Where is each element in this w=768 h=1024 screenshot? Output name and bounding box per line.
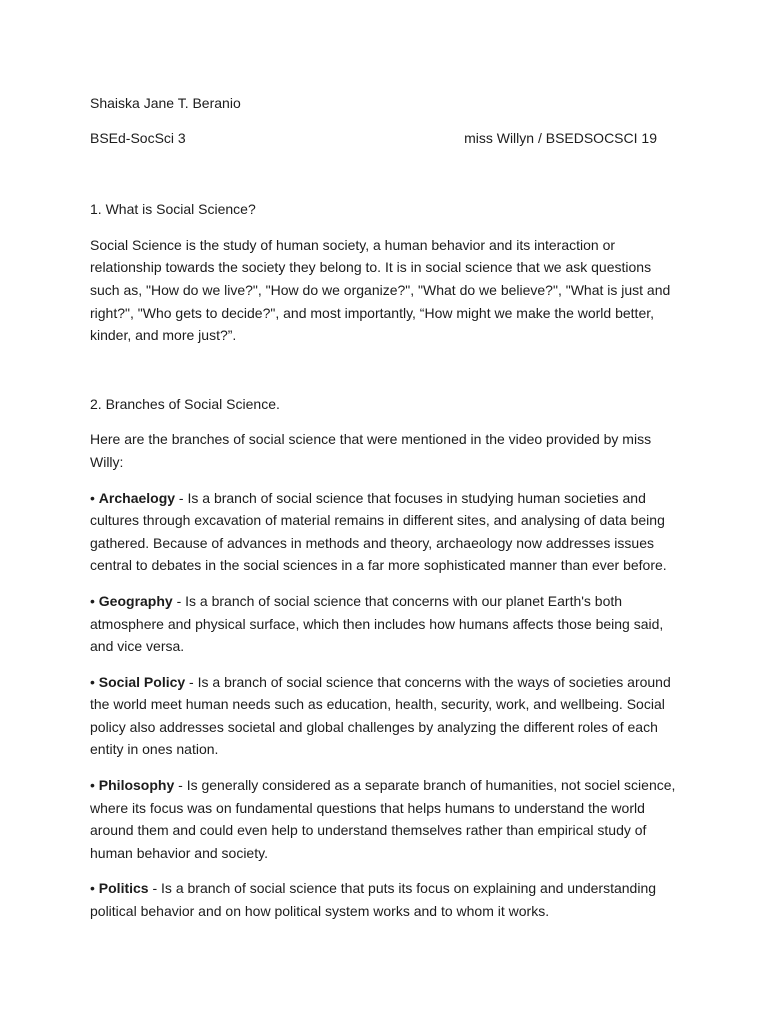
- branch-social-policy: [90, 671, 682, 761]
- branch-description: - Is generally considered as a separate branch of humanities, not sociel science, where its focus was on fundamental questions that helps humans to understand the world around them and could even help to understand themselves rather than empirical study of human behavior and society.: [90, 777, 676, 861]
- branch-archaeology: [90, 487, 682, 577]
- bullet: •: [90, 880, 95, 897]
- branch-description: - Is a branch of social science that puts its focus on explaining and understanding political behavior and on how political system works and to whom it works.: [90, 880, 657, 920]
- bullet: •: [90, 489, 95, 506]
- bullet: •: [90, 777, 95, 794]
- question-2-heading: 2. Branches of Social Science.: [90, 395, 280, 412]
- course-code: BSEd-SocSci 3: [90, 129, 186, 146]
- branch-philosophy: [90, 774, 682, 864]
- bullet: •: [90, 592, 95, 609]
- branch-description: - Is a branch of social science that focuses in studying human societies and cultures through excavation of material remains in different sites, and analysing of data being gathered. Because of advances in methods and theory, archaeology now addresses issues central to debates in the social sciences in a far more sophisticated manner than ever before.: [90, 489, 667, 574]
- branch-term: Geography: [98, 592, 173, 609]
- bullet: •: [90, 673, 95, 690]
- branch-term: Social Policy: [98, 673, 186, 690]
- branch-description: - Is a branch of social science that concerns with our planet Earth's both atmosphere and physical surface, which then includes how humans affects those being said, and vice versa.: [90, 592, 664, 655]
- instructor-section: miss Willyn / BSEDSOCSCI 19: [464, 129, 657, 146]
- document-page: [90, 92, 682, 923]
- branch-description: - Is a branch of social science that concerns with the ways of societies around the world meet human needs such as education, health, security, work, and wellbeing. Social policy also addresses societal and global challenges by analyzing the different roles of each entity in ones nation.: [90, 673, 671, 758]
- question-2-intro: Here are the branches of social science that were mentioned in the video provided by miss Willy:: [90, 431, 652, 470]
- branch-term: Philosophy: [98, 777, 175, 794]
- author-name: Shaiska Jane T. Beranio: [90, 95, 241, 111]
- branch-geography: [90, 590, 682, 658]
- branch-term: Politics: [98, 880, 149, 897]
- branch-term: Archaelogy: [98, 489, 176, 506]
- question-1-heading: 1. What is Social Science?: [90, 201, 256, 218]
- question-1-answer: Social Science is the study of human society, a human behavior and its interaction or relationship towards the society they belong to. It is in social science that we ask questions such as, "How do we live?", "How do we organize?", "What do we believe?", "What is just and right?", "Who gets to decide?", and most importantly, “How might we make the world better, kinder, and more just?”.: [90, 236, 671, 344]
- course-info-row: [90, 127, 657, 150]
- branch-politics: [90, 877, 682, 922]
